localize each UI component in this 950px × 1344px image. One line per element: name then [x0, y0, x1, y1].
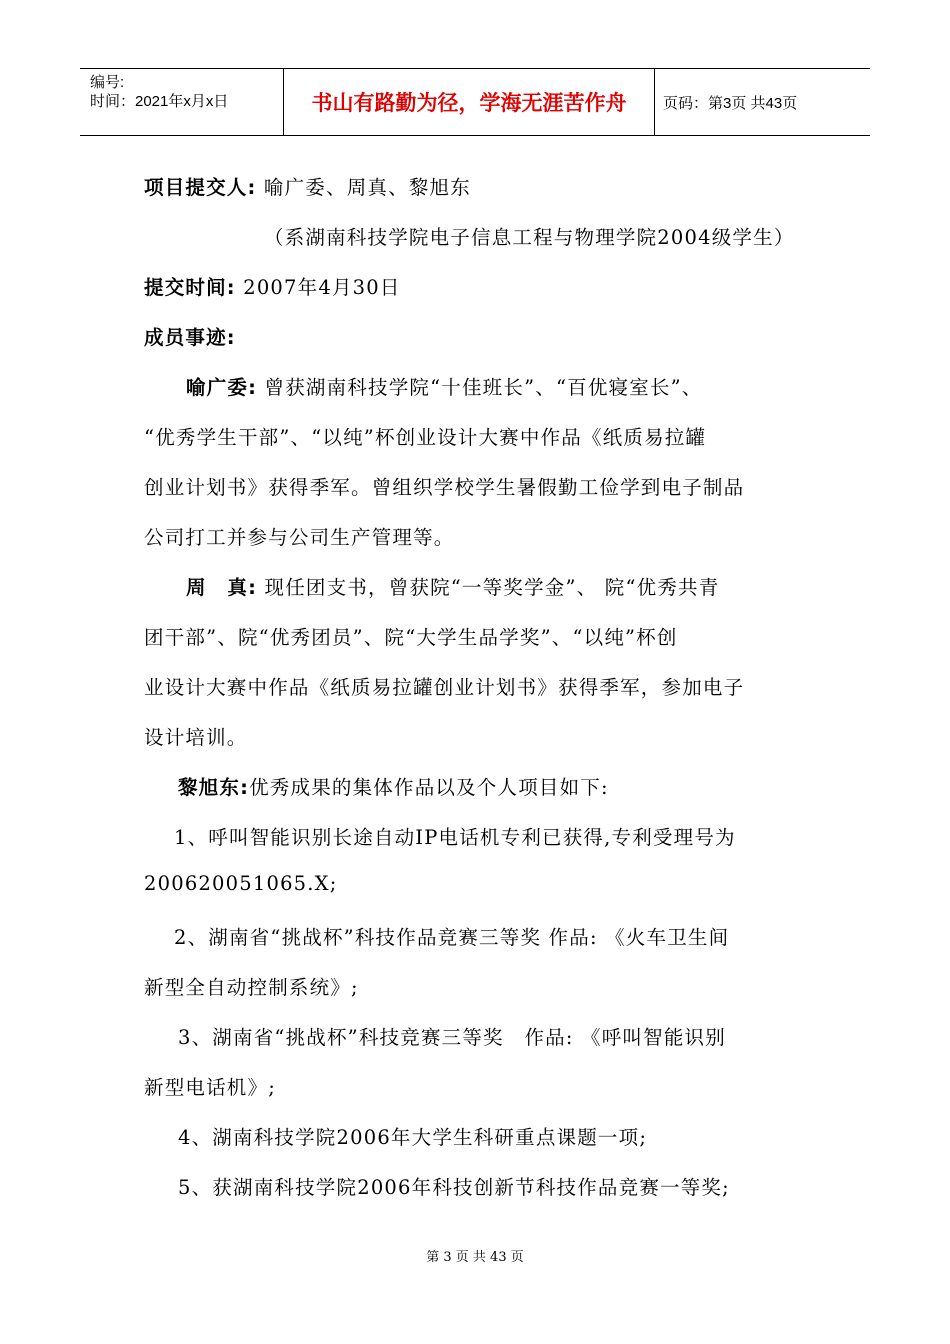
- submitter-label: 项目提交人:: [144, 176, 257, 199]
- member1-line3: 创业计划书》获得季军。曾组织学校学生暑假勤工俭学到电子制品: [144, 476, 745, 499]
- item5-line: 5、获湖南科技学院2006年科技创新节科技作品竞赛一等奖;: [178, 1176, 730, 1199]
- member1-line2: “优秀学生干部”、“以纯”杯创业设计大赛中作品《纸质易拉罐: [144, 426, 707, 449]
- member2-line3: 业设计大赛中作品《纸质易拉罐创业计划书》获得季军，参加电子: [144, 676, 745, 699]
- member2-name: 周 真:: [186, 576, 258, 599]
- member1-line4: 公司打工并参与公司生产管理等。: [144, 526, 455, 549]
- page-header: [80, 68, 870, 136]
- item3-line1: 3、湖南省“挑战杯”科技竞赛三等奖 作品: 《呼叫智能识别: [178, 1026, 726, 1049]
- item4-line: 4、湖南科技学院2006年大学生科研重点课题一项;: [178, 1126, 648, 1149]
- member3-name: 黎旭东:: [178, 776, 250, 799]
- document-number: 编号:: [90, 74, 125, 91]
- submit-time-line: [144, 272, 401, 300]
- page-footer: 第 3 页 共 43 页: [426, 1250, 524, 1265]
- document-date: 时间：2021年x月x日: [90, 93, 229, 110]
- member2-line2: 团干部”、院“优秀团员”、院“大学生品学奖”、“以纯”杯创: [144, 626, 678, 649]
- submit-time-value: 2007年4月30日: [235, 276, 401, 299]
- header-page-number: 页码：第3页 共43页: [663, 94, 798, 112]
- item2-line1: 2、湖南省“挑战杯”科技作品竞赛三等奖 作品: 《火车卫生间: [174, 926, 730, 949]
- submit-time-label: 提交时间:: [144, 276, 236, 299]
- member1-name: 喻广委:: [186, 376, 258, 399]
- submitter-line: [144, 172, 471, 200]
- header-meta: [80, 69, 283, 135]
- member3-line1: 黎旭东:优秀成果的集体作品以及个人项目如下:: [178, 776, 609, 799]
- item2-line2: 新型全自动控制系统》;: [144, 976, 359, 999]
- item1-line1: 1、呼叫智能识别长途自动IP电话机专利已获得,专利受理号为: [174, 826, 736, 849]
- header-motto: 书山有路勤为径，学海无涯苦作舟: [283, 69, 655, 135]
- submitter-names: 喻广委、周真、黎旭东: [256, 176, 471, 199]
- member2-line4: 设计培训。: [144, 726, 248, 749]
- members-heading: 成员事迹:: [144, 326, 236, 349]
- member2-line1: 周 真: 现任团支书，曾获院“一等奖学金”、 院“优秀共青: [186, 576, 720, 599]
- affiliation-line: （系湖南科技学院电子信息工程与物理学院2004级学生）: [264, 226, 795, 249]
- item1-line2: 200620051065.X;: [144, 872, 338, 895]
- item3-line2: 新型电话机》;: [144, 1076, 276, 1099]
- member1-line1: 喻广委: 曾获湖南科技学院“十佳班长”、“百优寝室长”、: [186, 376, 703, 399]
